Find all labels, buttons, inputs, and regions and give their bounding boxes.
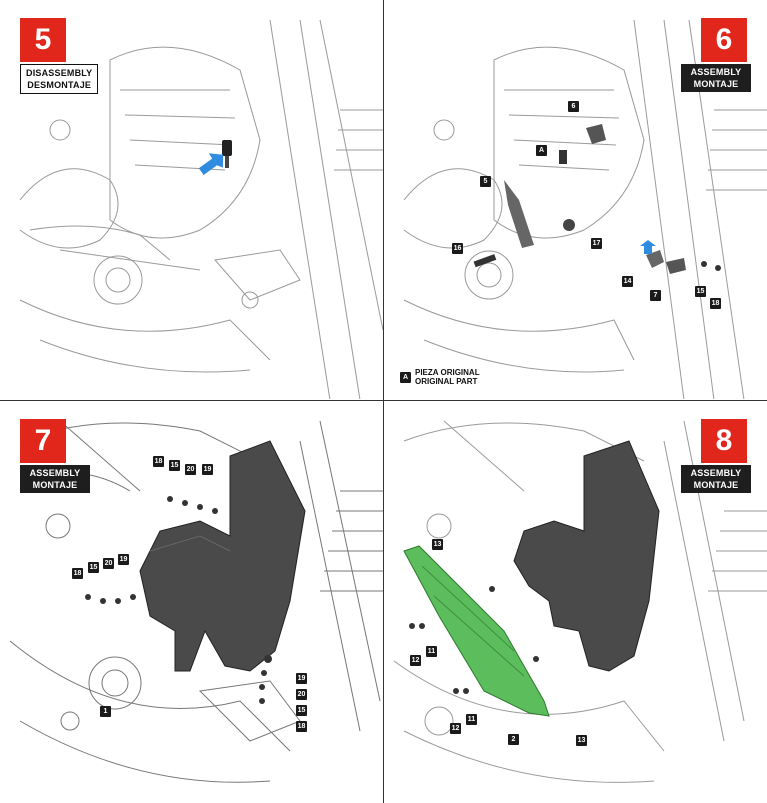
callout-13: 13: [577, 737, 586, 744]
callout-18: 18: [297, 723, 306, 730]
step-number-badge: 7: [20, 419, 66, 463]
blue-direction-arrow-icon: [640, 240, 656, 254]
callout-A: A: [536, 145, 547, 156]
panel-divider-vertical: [383, 0, 384, 803]
bolt-icon: [222, 140, 232, 168]
legend-line1: PIEZA ORIGINAL: [415, 368, 480, 377]
callout-19: 19: [297, 675, 306, 682]
step-label: [681, 64, 751, 92]
callout-20: 20: [297, 691, 306, 698]
callout-18: 18: [73, 570, 82, 577]
callout-20: 20: [104, 560, 113, 567]
callout-7: 7: [650, 290, 661, 301]
step-label-line2: MONTAJE: [693, 79, 739, 89]
legend-line2: ORIGINAL PART: [415, 377, 478, 386]
step-label-line2: MONTAJE: [693, 480, 739, 490]
callout-12: 12: [411, 657, 420, 664]
callout-12: 12: [451, 725, 460, 732]
step-number-badge: 6: [701, 18, 747, 62]
step-label-line1: ASSEMBLY: [690, 468, 742, 478]
bracket-part: [474, 124, 721, 274]
step-label-line1: ASSEMBLY: [29, 468, 81, 478]
callout-14: 14: [623, 278, 632, 285]
callout-19: 19: [119, 556, 128, 563]
step-label: [20, 64, 98, 94]
callout-19: 19: [203, 466, 212, 473]
panel-divider-horizontal: [0, 400, 767, 401]
callout-6: 6: [568, 101, 579, 112]
callout-2: 2: [508, 734, 519, 745]
legend-text: [415, 368, 480, 386]
original-part-legend: [400, 368, 480, 386]
callout-11: 11: [427, 648, 436, 655]
callout-17: 17: [592, 240, 601, 247]
callout-13: 13: [433, 541, 442, 548]
callout-1: 1: [100, 706, 111, 717]
step-number-badge: 5: [20, 18, 66, 62]
callout-15: 15: [89, 564, 98, 571]
step-label-line1: ASSEMBLY: [690, 67, 742, 77]
step-label-line2: DESMONTAJE: [27, 80, 92, 90]
callout-11: 11: [467, 716, 476, 723]
step-6-panel: [384, 0, 767, 399]
callout-18: 18: [711, 300, 720, 307]
callout-18: 18: [154, 458, 163, 465]
step-label-line1: DISASSEMBLY: [26, 68, 93, 78]
callout-16: 16: [453, 245, 462, 252]
callout-20: 20: [186, 466, 195, 473]
step-label: [681, 465, 751, 493]
step-label: [20, 465, 90, 493]
callout-15: 15: [297, 707, 306, 714]
callout-5: 5: [480, 176, 491, 187]
callout-15: 15: [170, 462, 179, 469]
step-5-panel: [0, 0, 383, 399]
engine-cover-part: [514, 441, 659, 671]
step-number-badge: 8: [701, 419, 747, 463]
callout-15: 15: [696, 288, 705, 295]
engine-cover-part: [140, 441, 305, 671]
step-label-line2: MONTAJE: [32, 480, 78, 490]
step-8-panel: [384, 401, 767, 803]
step-7-panel: [0, 401, 383, 803]
legend-key: A: [400, 372, 411, 383]
